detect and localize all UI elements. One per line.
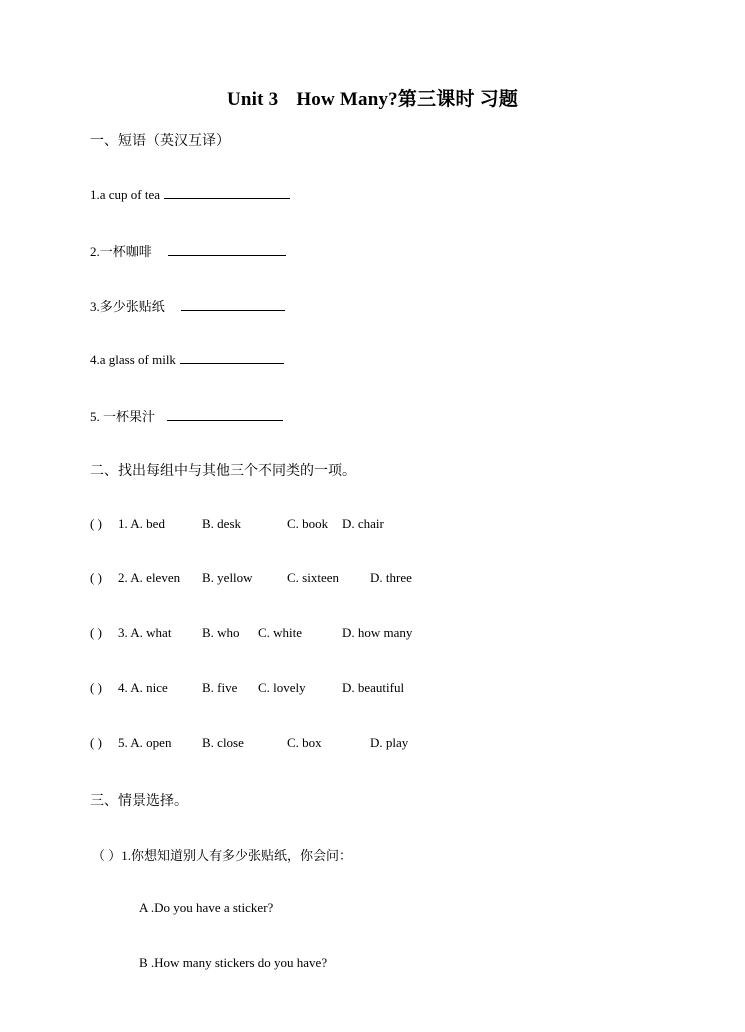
- section-heading: 二、找出每组中与其他三个不同类的一项。: [90, 464, 356, 479]
- option-b: B. close: [202, 735, 244, 750]
- choice-row: [90, 570, 450, 586]
- option-b: B. who: [202, 625, 240, 640]
- scenario-option: B .How many stickers do you have?: [139, 955, 328, 970]
- answer-paren[interactable]: ( ): [90, 516, 102, 531]
- option-c: C. sixteen: [287, 570, 339, 585]
- option-d: D. beautiful: [342, 680, 405, 695]
- option-a: 3. A. what: [118, 625, 172, 640]
- answer-blank[interactable]: [180, 351, 284, 364]
- option-d: D. chair: [342, 516, 384, 531]
- option-c: C. book: [287, 516, 329, 531]
- title-rest: How Many?第三课时 习题: [296, 89, 519, 110]
- phrase-text: 2.一杯咖啡: [90, 244, 152, 259]
- page-title: [0, 84, 745, 111]
- option-b: B. desk: [202, 516, 241, 531]
- answer-paren[interactable]: ( ): [90, 680, 102, 695]
- phrase-text: 3.多少张贴纸: [90, 299, 165, 314]
- phrase-item: [90, 351, 284, 368]
- choice-row: [90, 625, 450, 641]
- answer-paren[interactable]: ( ): [90, 625, 102, 640]
- option-d: D. three: [370, 570, 412, 585]
- scenario-option: A .Do you have a sticker?: [139, 900, 274, 915]
- title-unit: Unit 3: [226, 89, 279, 110]
- phrase-item: [90, 186, 290, 203]
- option-c: C. lovely: [258, 680, 306, 695]
- answer-blank[interactable]: [181, 298, 285, 311]
- option-c: C. white: [258, 625, 303, 640]
- option-a: 5. A. open: [118, 735, 172, 750]
- option-d: D. play: [370, 735, 409, 750]
- phrase-item: [90, 406, 283, 425]
- choice-row: [90, 680, 450, 696]
- phrase-item: [90, 296, 285, 315]
- option-a: 1. A. bed: [118, 516, 165, 531]
- option-b: B. five: [202, 680, 238, 695]
- option-c: C. box: [287, 735, 322, 750]
- phrase-item: [90, 241, 286, 260]
- answer-blank[interactable]: [167, 408, 283, 421]
- answer-blank[interactable]: [168, 243, 286, 256]
- option-a: 2. A. eleven: [118, 570, 181, 585]
- option-d: D. how many: [342, 625, 413, 640]
- phrase-text: 5. 一杯果汁: [90, 409, 156, 424]
- option-b: B. yellow: [202, 570, 253, 585]
- answer-paren[interactable]: ( ): [90, 570, 102, 585]
- phrase-text: 4.a glass of milk: [90, 352, 176, 367]
- section-heading: 一、短语（英汉互译）: [90, 134, 230, 149]
- choice-row: [90, 735, 450, 751]
- answer-paren[interactable]: （ ）: [92, 848, 122, 863]
- section-heading: 三、情景选择。: [90, 794, 188, 809]
- question-text: 1.你想知道别人有多少张贴纸，你会问：: [121, 848, 353, 863]
- scenario-question: [92, 845, 352, 864]
- choice-row: [90, 516, 450, 532]
- answer-paren[interactable]: ( ): [90, 735, 102, 750]
- option-a: 4. A. nice: [118, 680, 168, 695]
- answer-blank[interactable]: [164, 186, 290, 199]
- phrase-text: 1.a cup of tea: [90, 187, 161, 202]
